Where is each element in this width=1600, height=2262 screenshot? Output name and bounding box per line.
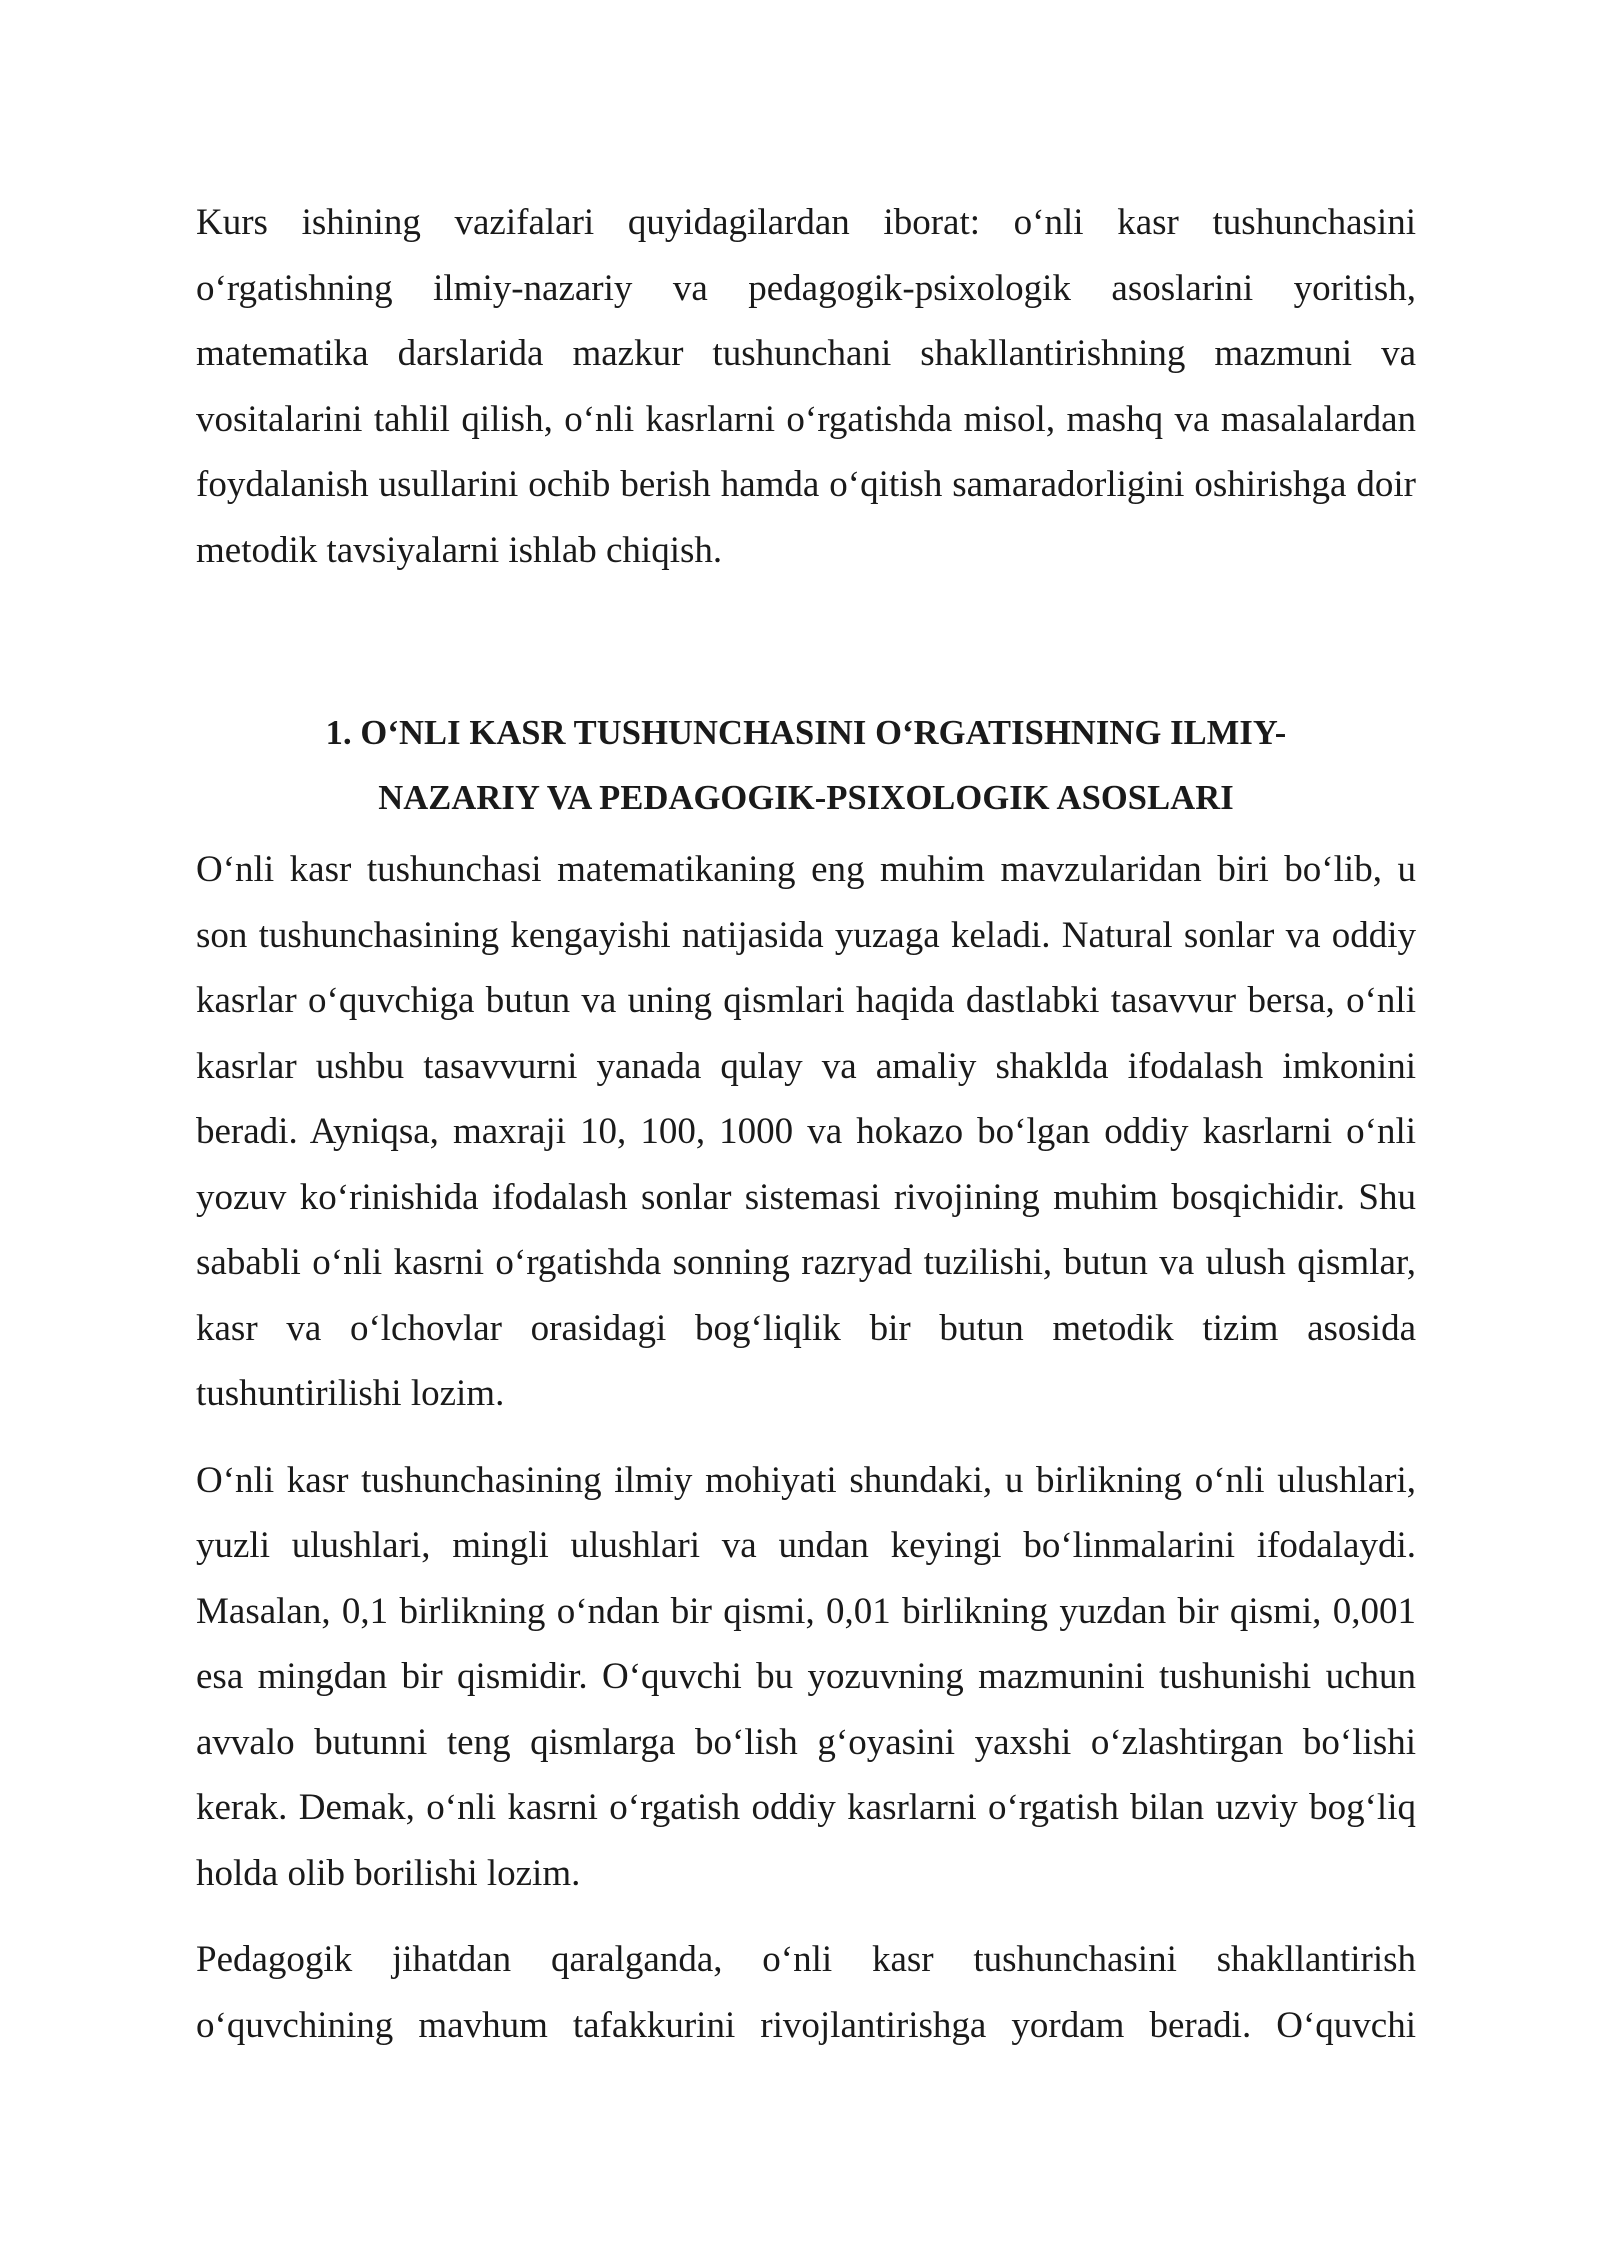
section-heading-line-2: NAZARIY VA PEDAGOGIK-PSIXOLOGIK ASOSLARI xyxy=(378,779,1234,817)
section-heading-line-1: 1. O‘NLI KASR TUSHUNCHASINI O‘RGATISHNING ILMIY- xyxy=(325,714,1287,752)
body-paragraph-2: O‘nli kasr tushunchasining ilmiy mohiyati shundaki, u birlikning o‘nli ulushlari, yuzli ulushlari, mingli ulushlari va undan keyingi bo‘linmalarini ifodalaydi. Masalan, 0,1 birlikning o‘ndan bir qismi, 0,01 birlikning yuzdan bir qismi, 0,001 esa mingdan bir qismidir. O‘quvchi bu yozuvning mazmunini tushunishi uchun avvalo butunni teng qismlarga bo‘lish g‘oyasini yaxshi o‘zlashtirgan bo‘lishi kerak. Demak, o‘nli kasrni o‘rgatish oddiy kasrlarni o‘rgatish bilan uzviy bog‘liq holda olib borilishi lozim. xyxy=(196,1459,1416,1894)
intro-paragraph: Kurs ishining vazifalari quyidagilardan iborat: o‘nli kasr tushunchasini o‘rgatishning ilmiy-nazariy va pedagogik-psixologik asoslarini yoritish, matematika darslarida mazkur tushunchani shakllantirishning mazmuni va vositalarini tahlil qilish, o‘nli kasrlarni o‘rgatishda misol, mashq va masalalardan foydalanish usullarini ochib berish hamda o‘qitish samaradorligini oshirishga doir metodik tavsiyalarni ishlab chiqish. xyxy=(196,202,1416,571)
document-page xyxy=(196,190,1416,2058)
body-paragraph-1: O‘nli kasr tushunchasi matematikaning eng muhim mavzularidan biri bo‘lib, u son tushunchasining kengayishi natijasida yuzaga keladi. Natural sonlar va oddiy kasrlar o‘quvchiga butun va uning qismlari haqida dastlabki tasavvur bersa, o‘nli kasrlar ushbu tasavvurni yanada qulay va amaliy shaklda ifodalash imkonini beradi. Ayniqsa, maxraji 10, 100, 1000 va hokazo bo‘lgan oddiy kasrlarni o‘nli yozuv ko‘rinishida ifodalash sonlar sistemasi rivojining muhim bosqichidir. Shu sababli o‘nli kasrni o‘rgatishda sonning razryad tuzilishi, butun va ulush qismlar, kasr va o‘lchovlar orasidagi bog‘liqlik bir butun metodik tizim asosida tushuntirilishi lozim. xyxy=(196,849,1416,1414)
body-paragraph-3: Pedagogik jihatdan qaralganda, o‘nli kasr tushunchasini shakllantirish o‘quvchining mavhum tafakkurini rivojlantirishga yordam beradi. O‘quvchi xyxy=(196,1939,1416,2046)
section-heading xyxy=(196,701,1416,831)
